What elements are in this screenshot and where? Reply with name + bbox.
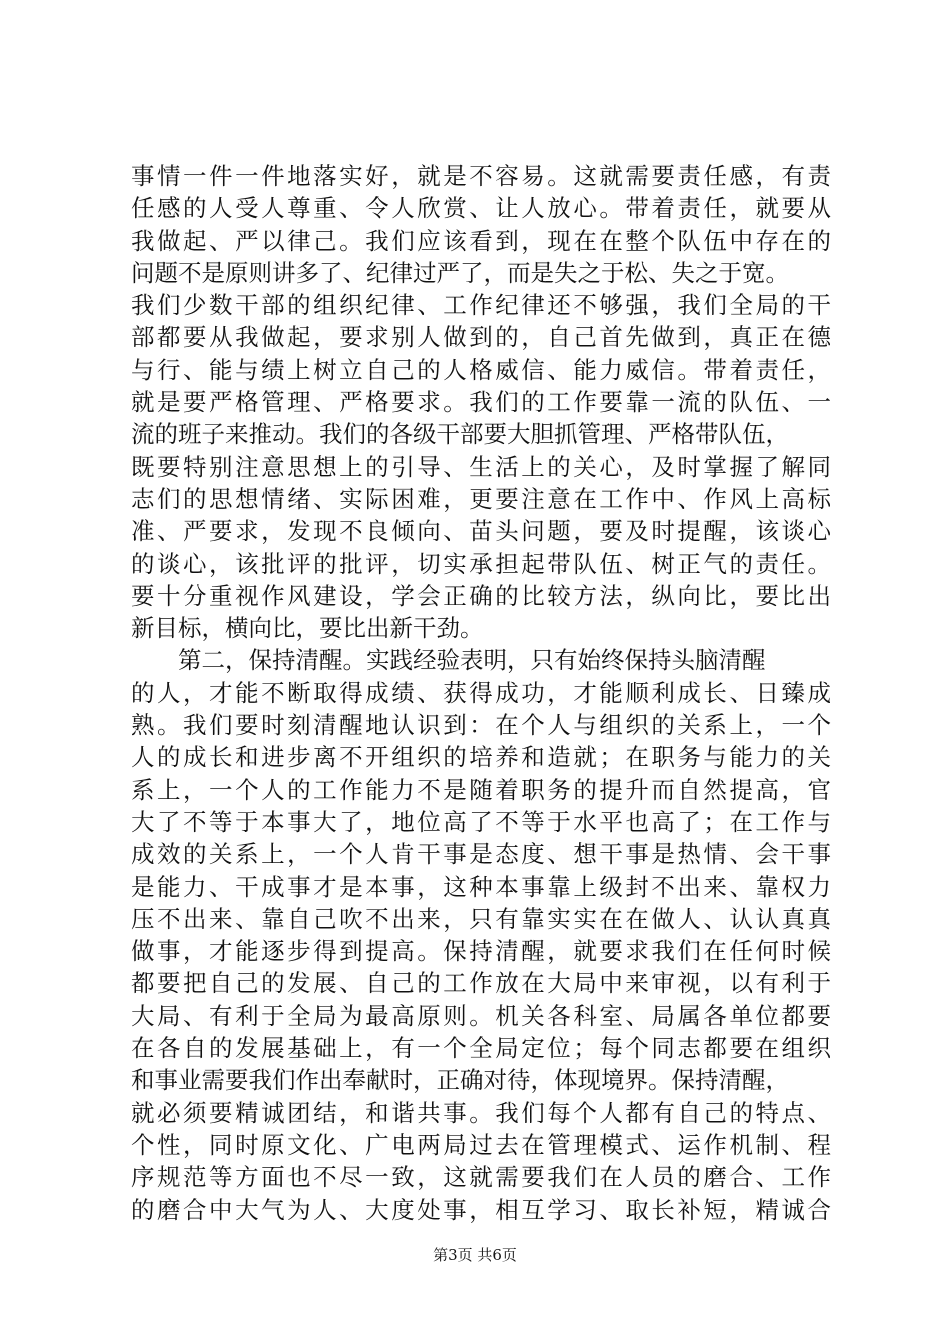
text-line: 的人，才能不断取得成绩、获得成功，才能顺利成长、日臻成 xyxy=(131,678,831,707)
text-line: 个性，同时原文化、广电两局过去在管理模式、运作机制、程 xyxy=(131,1130,831,1159)
text-line: 都要把自己的发展、自己的工作放在大局中来审视，以有利于 xyxy=(131,969,831,998)
text-line: 志们的思想情绪、实际困难，更要注意在工作中、作风上高标 xyxy=(131,484,831,513)
body-text xyxy=(131,160,831,1226)
text-line: 就是要严格管理、严格要求。我们的工作要靠一流的队伍、一 xyxy=(131,388,831,417)
text-line: 既要特别注意思想上的引导、生活上的关心，及时掌握了解同 xyxy=(131,452,831,481)
paragraph-start-line: 第二，保持清醒。实践经验表明，只有始终保持头脑清醒 xyxy=(178,646,766,675)
text-line: 的磨合中大气为人、大度处事，相互学习、取长补短，精诚合 xyxy=(131,1195,831,1224)
text-line: 的谈心，该批评的批评，切实承担起带队伍、树正气的责任。 xyxy=(131,549,831,578)
text-line: 和事业需要我们作出奉献时，正确对待，体现境界。保持清醒， xyxy=(131,1066,789,1095)
text-line: 准、严要求，发现不良倾向、苗头问题，要及时提醒，该谈心 xyxy=(131,517,831,546)
text-line: 我们少数干部的组织纪律、工作纪律还不够强，我们全局的干 xyxy=(131,291,831,320)
text-line: 熟。我们要时刻清醒地认识到：在个人与组织的关系上，一个 xyxy=(131,711,831,740)
text-line: 任感的人受人尊重、令人欣赏、让人放心。带着责任，就要从 xyxy=(131,194,831,223)
text-line: 做事，才能逐步得到提高。保持清醒，就要求我们在任何时候 xyxy=(131,937,831,966)
text-line: 事情一件一件地落实好，就是不容易。这就需要责任感，有责 xyxy=(131,162,831,190)
text-line: 问题不是原则讲多了、纪律过严了，而是失之于松、失之于宽。 xyxy=(131,258,789,287)
text-line: 序规范等方面也不尽一致，这就需要我们在人员的磨合、工作 xyxy=(131,1163,831,1192)
text-line: 大局、有利于全局为最高原则。机关各科室、局属各单位都要 xyxy=(131,1001,831,1030)
page-number-footer: 第3页 共6页 xyxy=(433,1246,517,1264)
text-line: 部都要从我做起，要求别人做到的，自己首先做到，真正在德 xyxy=(131,323,831,352)
text-line: 大了不等于本事大了，地位高了不等于水平也高了；在工作与 xyxy=(131,807,831,836)
text-line: 与行、能与绩上树立自己的人格威信、能力威信。带着责任， xyxy=(131,355,831,384)
text-line: 新目标，横向比，要比出新干劲。 xyxy=(131,614,484,643)
text-line: 成效的关系上，一个人肯干事是态度、想干事是热情、会干事 xyxy=(131,840,831,869)
text-line: 流的班子来推动。我们的各级干部要大胆抓管理、严格带队伍， xyxy=(131,420,789,449)
text-line: 是能力、干成事才是本事，这种本事靠上级封不出来、靠权力 xyxy=(131,872,831,901)
text-line: 要十分重视作风建设，学会正确的比较方法，纵向比，要比出 xyxy=(131,581,831,610)
text-line: 我做起、严以律己。我们应该看到，现在在整个队伍中存在的 xyxy=(131,226,831,255)
text-line: 在各自的发展基础上，有一个全局定位；每个同志都要在组织 xyxy=(131,1034,831,1063)
text-line: 就必须要精诚团结，和谐共事。我们每个人都有自己的特点、 xyxy=(131,1098,831,1127)
text-line: 人的成长和进步离不开组织的培养和造就；在职务与能力的关 xyxy=(131,743,831,772)
text-line: 系上，一个人的工作能力不是随着职务的提升而自然提高，官 xyxy=(131,775,831,804)
text-line: 压不出来、靠自己吹不出来，只有靠实实在在做人、认认真真 xyxy=(131,904,831,933)
